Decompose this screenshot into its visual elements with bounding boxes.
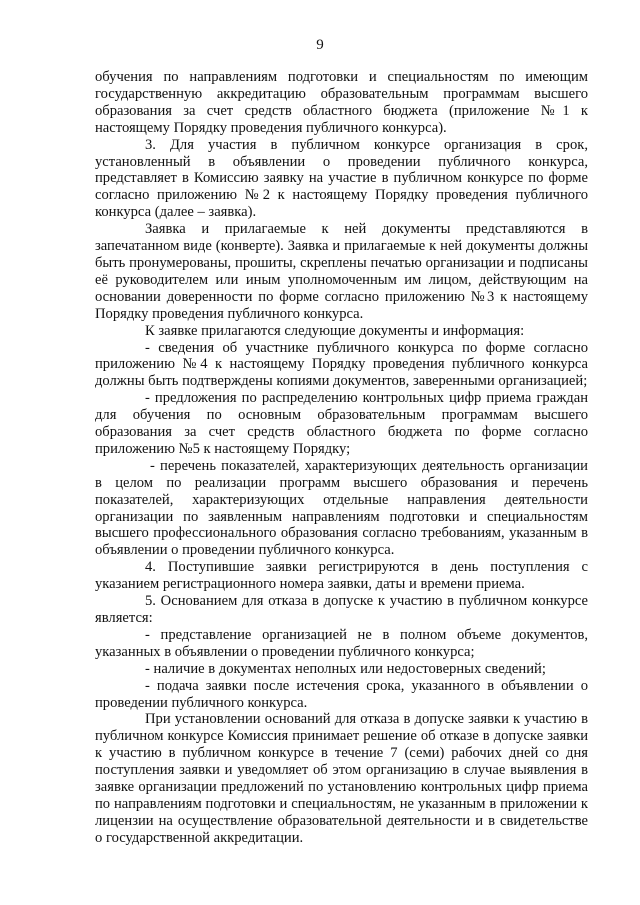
paragraph-10: - представление организацией не в полном объеме документов, указанных в объявлении о проведении публичного конкурса; bbox=[95, 626, 588, 660]
paragraph-9: 5. Основанием для отказа в допуске к участию в публичном конкурсе является: bbox=[95, 593, 588, 626]
paragraph-4: К заявке прилагаются следующие документы и информация: bbox=[145, 322, 525, 339]
paragraph-8: 4. Поступившие заявки регистрируются в день поступления с указанием регистрационного номера заявки, даты и времени приема. bbox=[95, 559, 588, 593]
paragraph-6: - предложения по распределению контрольных цифр приема граждан для обучения по основным образовательным программам высшего образования за счет средств областного бюджета по форме согласно приложению №5 к настоящему Порядку; bbox=[95, 390, 588, 457]
paragraph-1: обучения по направлениям подготовки и специальностям по имеющим государственную аккредитацию образовательным программам высшего образования за счет средств областного бюджета (приложение №1 к настоящему Порядку проведения публичного конкурса). bbox=[95, 69, 588, 136]
paragraph-11: - наличие в документах неполных или недостоверных сведений; bbox=[145, 660, 546, 677]
paragraph-3: Заявка и прилагаемые к ней документы представляются в запечатанном виде (конверте). Заявка и прилагаемые к ней документы должны быть пронумерованы, прошиты, скреплены печатью организации и подписаны её руководителем или иным уполномоченным им лицом, действующим на основании доверенности по форме согласно приложению №3 к настоящему Порядку проведения публичного конкурса. bbox=[95, 221, 588, 322]
paragraph-13: При установлении оснований для отказа в допуске заявки к участию в публичном конкурсе Комиссия принимает решение об отказе в допуске заявки к участию в публичном конкурсе в течение 7 (семи) рабочих дней со дня поступления заявки и уведомляет об этом организацию в случае выявления в заявке организации предложений по установлению контрольных цифр приема по направлениям подготовки и специальностям, не указанным в приложении к лицензии на осуществление образовательной деятельности и в свидетельстве о государственной аккредитации. bbox=[95, 711, 588, 846]
paragraph-12: - подача заявки после истечения срока, указанного в объявлении о проведении публичного конкурса. bbox=[95, 677, 588, 711]
paragraph-7: - перечень показателей, характеризующих деятельность организации в целом по реализации программ высшего образования и перечень показателей, характеризующих отдельные направления деятельности организации по заявленным направлениям подготовки и специальностям высшего профессионального образования согласно требованиям, указанным в объявлении о проведении публичного конкурса. bbox=[95, 457, 588, 559]
page-number: 9 bbox=[316, 37, 324, 53]
paragraph-5: - сведения об участнике публичного конкурса по форме согласно приложению №4 к настоящему Порядку проведения публичного конкурса должны быть подтверждены копиями документов, заверенными организацией; bbox=[95, 339, 588, 390]
document-body bbox=[95, 69, 588, 847]
paragraph-2: 3. Для участия в публичном конкурсе организация в срок, установленный в объявлении о проведении публичного конкурса, представляет в Комиссию заявку на участие в публичном конкурсе по форме согласно приложению №2 к настоящему Порядку проведения публичного конкурса (далее – заявка). bbox=[95, 136, 588, 221]
